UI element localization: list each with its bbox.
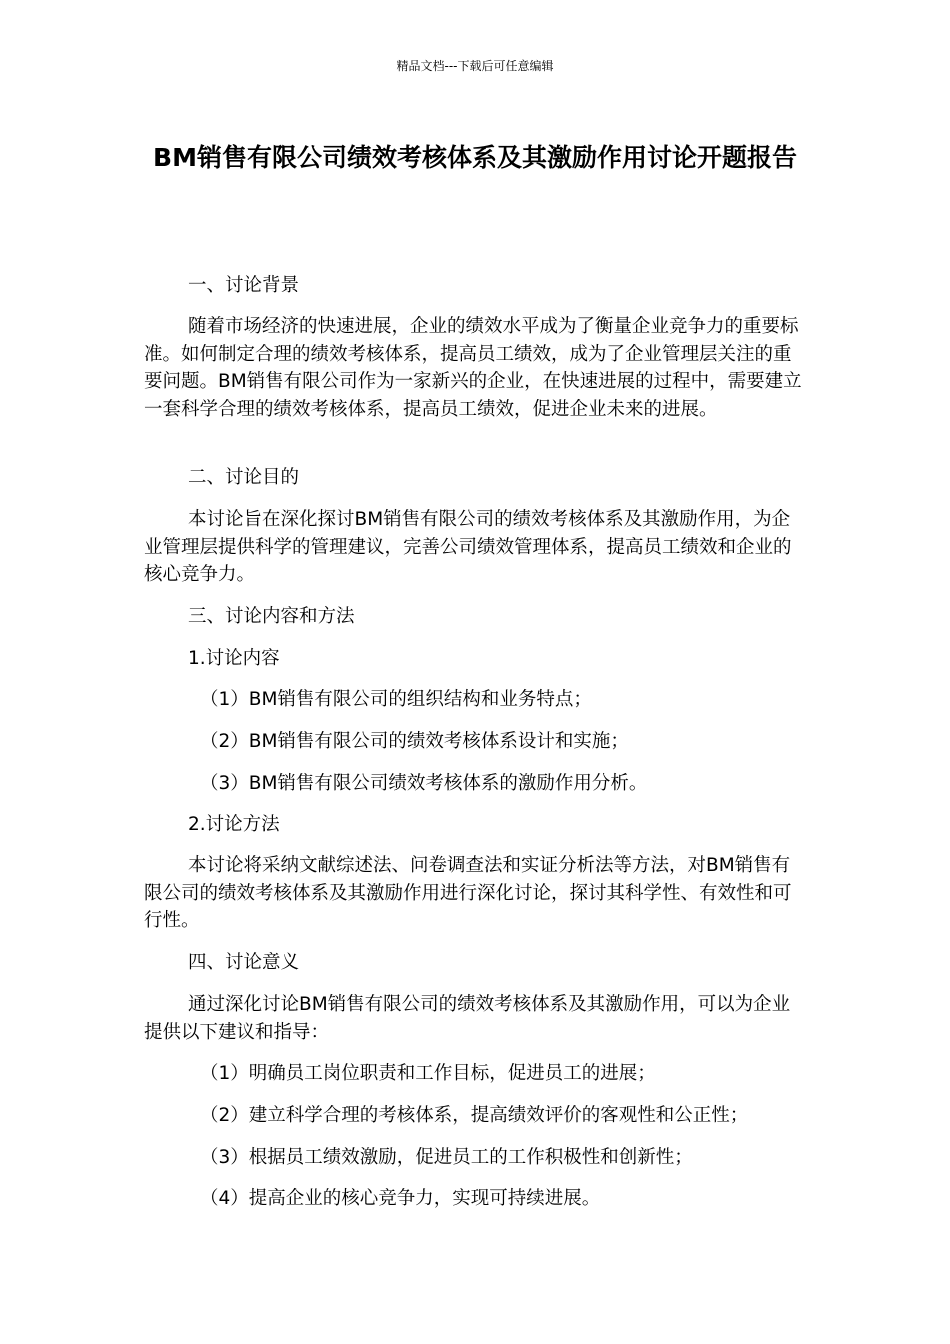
section-2-paragraph: 本讨论旨在深化探讨BM销售有限公司的绩效考核体系及其激励作用，为企业管理层提供科学的管理建议，完善公司绩效管理体系，提高员工绩效和企业的核心竞争力。 bbox=[144, 509, 792, 585]
section-2-heading: 二、讨论目的 bbox=[188, 467, 300, 488]
list-item: （2）建立科学合理的考核体系，提高绩效评价的客观性和公正性； bbox=[200, 1105, 749, 1126]
list-item: （1）BM销售有限公司的组织结构和业务特点； bbox=[200, 689, 592, 710]
section-3-heading: 三、讨论内容和方法 bbox=[188, 606, 355, 627]
document-title: BM销售有限公司绩效考核体系及其激励作用讨论开题报告 bbox=[153, 143, 797, 172]
list-item: （3）BM销售有限公司绩效考核体系的激励作用分析。 bbox=[200, 773, 648, 794]
section-3-subheading-method: 2.讨论方法 bbox=[188, 814, 280, 835]
list-item: （2）BM销售有限公司的绩效考核体系设计和实施； bbox=[200, 731, 629, 752]
list-item: （1）明确员工岗位职责和工作目标，促进员工的进展； bbox=[200, 1063, 656, 1084]
section-1-paragraph: 随着市场经济的快速进展，企业的绩效水平成为了衡量企业竞争力的重要标准。如何制定合理的绩效考核体系，提高员工绩效，成为了企业管理层关注的重要问题。BM销售有限公司作为一家新兴的企业，在快速进展的过程中，需要建立一套科学合理的绩效考核体系，提高员工绩效，促进企业未来的进展。 bbox=[144, 316, 802, 420]
list-item: （4）提高企业的核心竞争力，实现可持续进展。 bbox=[200, 1188, 601, 1209]
section-1-heading: 一、讨论背景 bbox=[188, 275, 300, 296]
section-4-heading: 四、讨论意义 bbox=[188, 952, 300, 973]
section-3-subheading-content: 1.讨论内容 bbox=[188, 648, 280, 669]
header-note: 精品文档---下载后可任意编辑 bbox=[396, 59, 554, 73]
section-4-paragraph: 通过深化讨论BM销售有限公司的绩效考核体系及其激励作用，可以为企业提供以下建议和指导： bbox=[144, 994, 791, 1043]
list-item: （3）根据员工绩效激励，促进员工的工作积极性和创新性； bbox=[200, 1147, 693, 1168]
section-3-paragraph: 本讨论将采纳文献综述法、问卷调查法和实证分析法等方法，对BM销售有限公司的绩效考核体系及其激励作用进行深化讨论，探讨其科学性、有效性和可行性。 bbox=[144, 855, 792, 931]
